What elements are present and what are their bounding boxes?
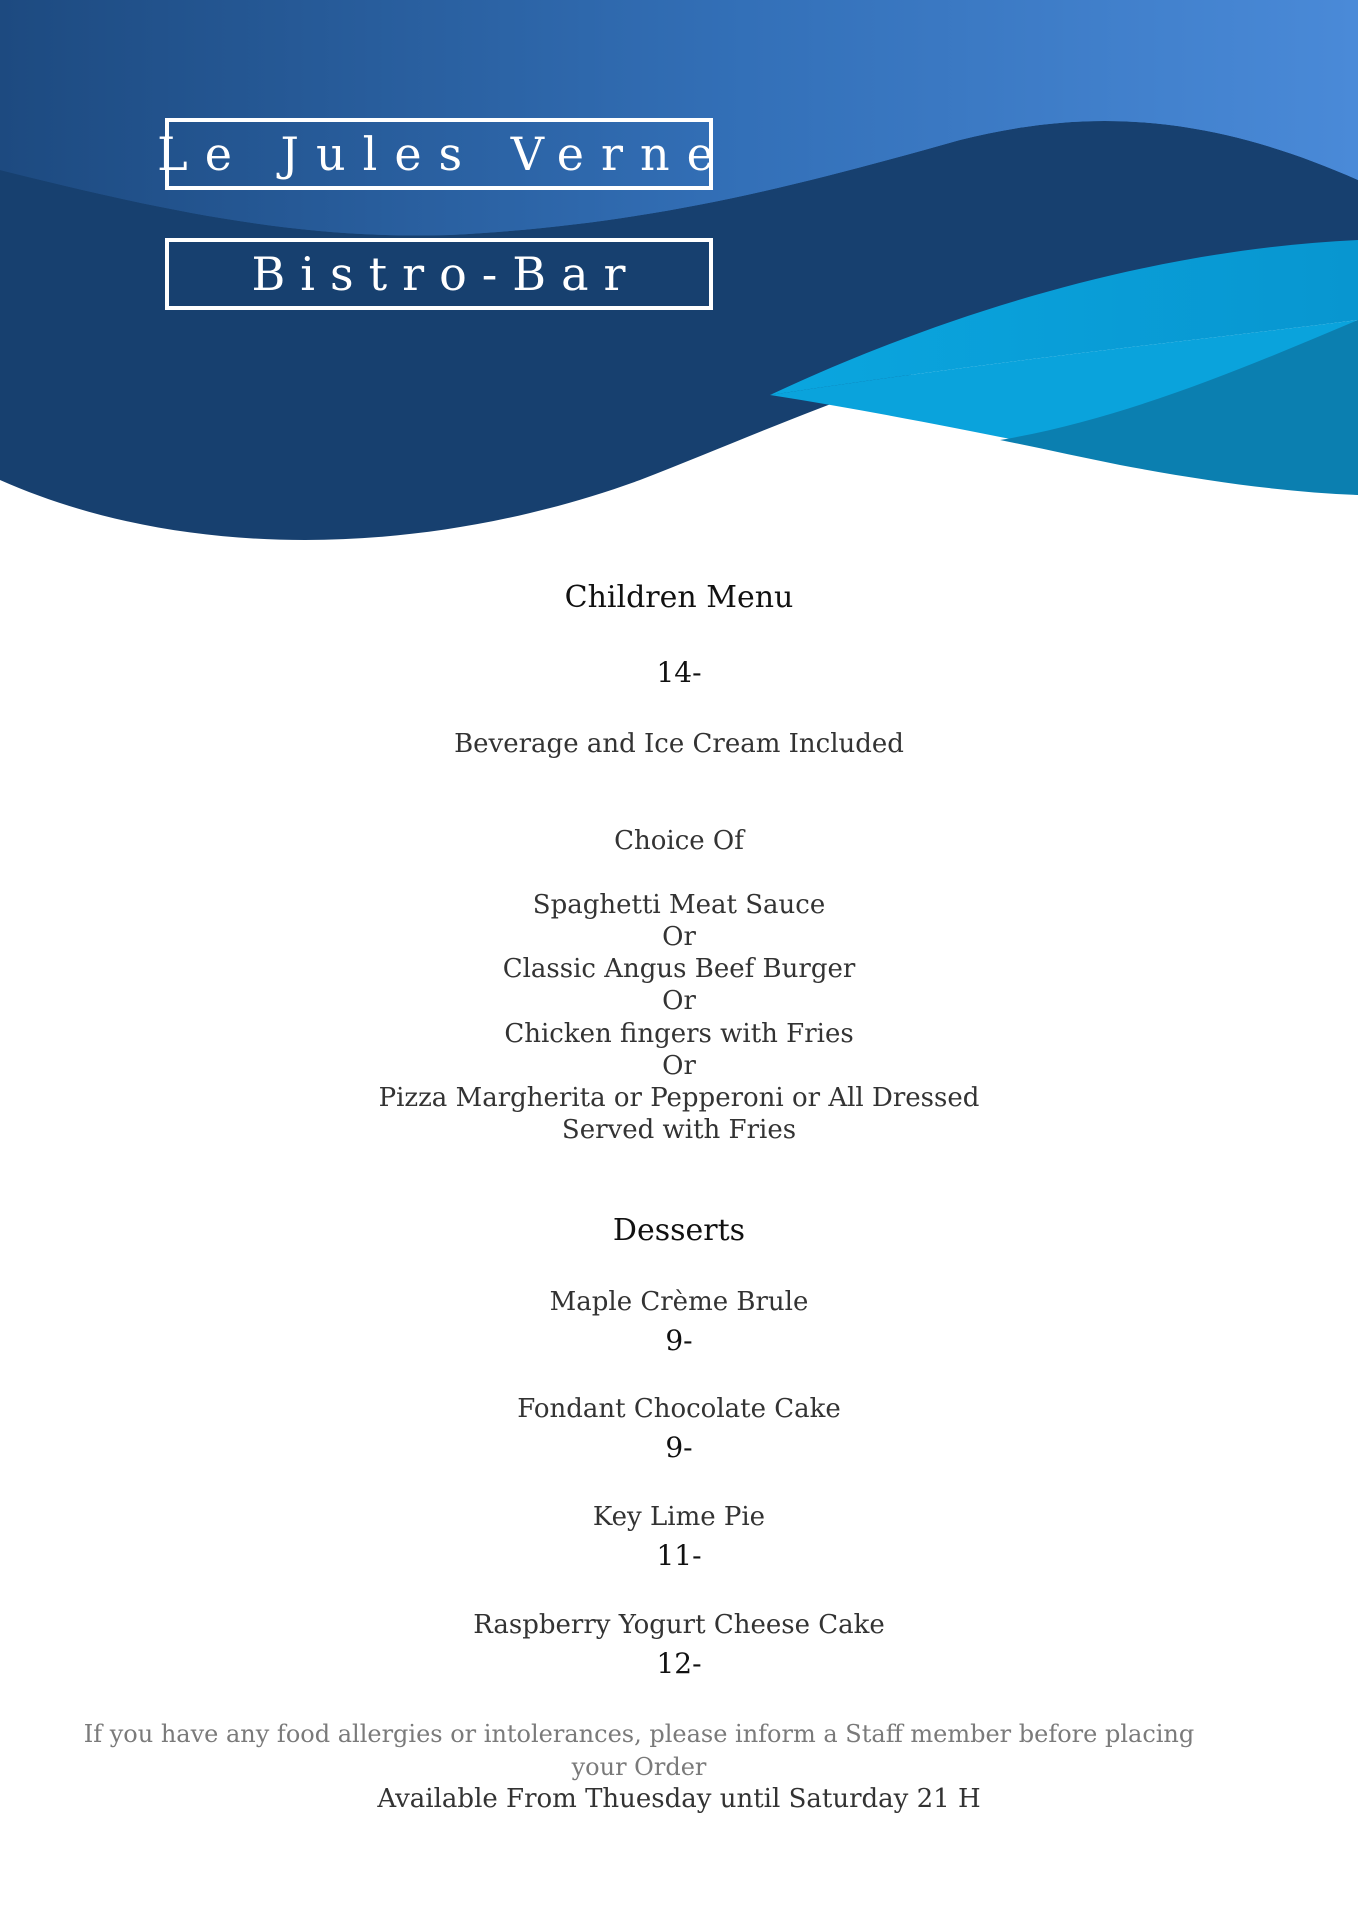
availability-note: Available From Thuesday until Saturday 21 H: [377, 1784, 981, 1814]
choice-label: Choice Of: [614, 826, 744, 856]
dessert-price: 9-: [665, 1431, 693, 1464]
menu-option-separator: Or: [662, 922, 696, 952]
menu-option-note: Served with Fries: [561, 1115, 797, 1145]
menu-option: Classic Angus Beef Burger: [502, 954, 856, 984]
menu-option: Pizza Margherita or Pepperoni or All Dressed: [378, 1083, 980, 1113]
dessert-price: 11-: [656, 1539, 702, 1572]
allergy-notice-line1: If you have any food allergies or intolerances, please inform a Staff member before placing: [83, 1720, 1195, 1748]
dessert-name: Raspberry Yogurt Cheese Cake: [473, 1610, 885, 1640]
dessert-price: 9-: [665, 1324, 693, 1357]
allergy-notice-continued: [0, 1753, 1318, 1781]
dessert-name: Maple Crème Brule: [549, 1287, 809, 1317]
allergy-notice-line2: your Order: [571, 1753, 707, 1781]
allergy-notice: [0, 1720, 1318, 1748]
menu-option-separator: Or: [662, 1051, 696, 1081]
children-menu-price: 14-: [656, 656, 702, 689]
dessert-price: 12-: [656, 1647, 702, 1680]
dessert-name: Fondant Chocolate Cake: [517, 1394, 841, 1424]
restaurant-name-box: [157, 118, 731, 190]
menu-option: Spaghetti Meat Sauce: [532, 890, 826, 920]
children-menu-included: Beverage and Ice Cream Included: [454, 729, 904, 759]
dessert-name: Key Lime Pie: [592, 1502, 766, 1532]
restaurant-subtitle-box: [165, 238, 713, 310]
restaurant-name: Le Jules Verne: [157, 127, 731, 181]
menu-option-separator: Or: [662, 986, 696, 1016]
menu-option: Chicken fingers with Fries: [504, 1019, 854, 1049]
desserts-heading: Desserts: [612, 1213, 746, 1248]
children-menu-heading: Children Menu: [564, 580, 794, 615]
restaurant-subtitle: Bistro-Bar: [251, 247, 641, 301]
